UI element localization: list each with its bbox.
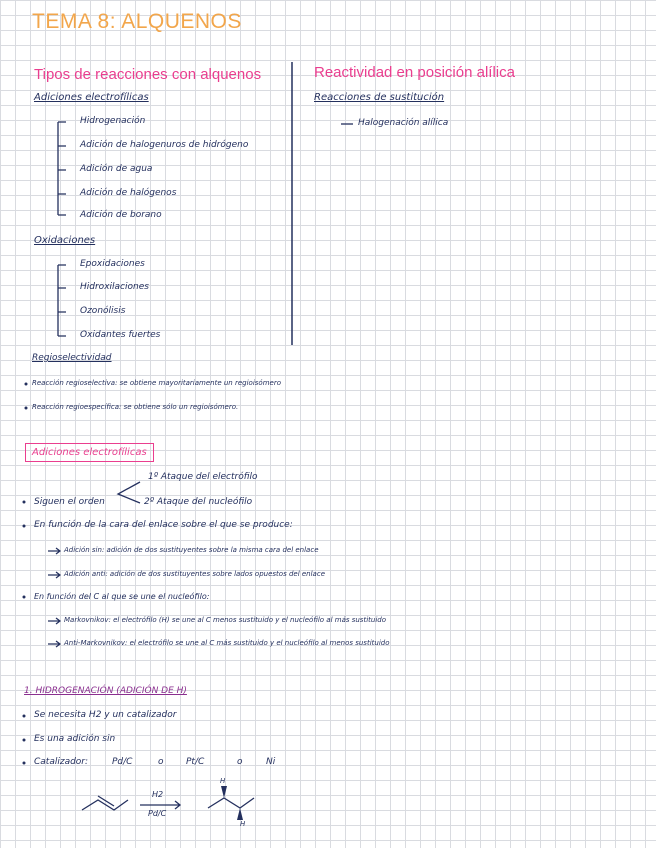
reagent-top: H2 xyxy=(152,790,164,799)
face-lead: En función de la cara del enlace sobre el que se produce: xyxy=(34,520,293,530)
allylic-halogenation: Halogenación alílica xyxy=(358,118,449,128)
order-second: 2º Ataque del nucleófilo xyxy=(144,497,253,507)
catalyst-pt: Pt/C xyxy=(186,757,205,767)
oxidation-item: Ozonólisis xyxy=(80,306,126,316)
substitution-label: Reacciones de sustitución xyxy=(314,92,445,103)
oxidation-item: Hidroxilaciones xyxy=(80,282,149,292)
regio-label: Regioselectividad xyxy=(32,353,112,363)
oxidation-item: Oxidantes fuertes xyxy=(80,330,161,340)
catalyst-or: o xyxy=(237,757,243,767)
hydrogenation-label: 1. HIDROGENACIÓN (ADICIÓN DE H) xyxy=(24,686,187,696)
order-lead: Siguen el orden xyxy=(34,497,105,507)
right-heading: Reactividad en posición alílica xyxy=(314,64,515,81)
order-first: 1º Ataque del electrófilo xyxy=(148,472,258,482)
electro-section-label: Adiciones electrofílicas xyxy=(25,443,154,462)
catalyst-pd: Pd/C xyxy=(112,757,133,767)
regio-item: Reacción regioespecífica: se obtiene sólo un regioisómero. xyxy=(32,403,239,411)
oxidations-label: Oxidaciones xyxy=(34,235,96,246)
reagent-bottom: Pd/C xyxy=(148,809,167,818)
page-title: TEMA 8: ALQUENOS xyxy=(32,10,242,33)
hydro-item: Se necesita H2 y un catalizador xyxy=(34,710,177,720)
electrophilic-item: Hidrogenación xyxy=(80,116,146,126)
electrophilic-item: Adición de borano xyxy=(80,210,162,220)
electrophilic-label: Adiciones electrofílicas xyxy=(34,92,149,103)
carbon-lead: En función del C al que se une el nucleófilo: xyxy=(34,592,210,601)
anti-markovnikov: Anti-Markovnikov: el electrófilo se une al C más sustituido y el nucleófilo al menos sustituido xyxy=(64,639,390,647)
oxidation-item: Epoxidaciones xyxy=(80,259,145,269)
anti-addition: Adición anti: adición de dos sustituyentes sobre lados opuestos del enlace xyxy=(64,570,325,578)
electrophilic-item: Adición de halogenuros de hidrógeno xyxy=(80,140,249,150)
electrophilic-item: Adición de agua xyxy=(80,164,153,174)
syn-addition: Adición sin: adición de dos sustituyentes sobre la misma cara del enlace xyxy=(64,546,319,554)
electrophilic-item: Adición de halógenos xyxy=(80,188,177,198)
catalyst-ni: Ni xyxy=(266,757,276,767)
catalysts-lead: Catalizador: xyxy=(34,757,89,767)
hydrogen-top: H xyxy=(220,777,226,785)
markovnikov: Markovnikov: el electrófilo (H) se une al C menos sustituido y el nucleófilo al más sustituido xyxy=(64,616,386,624)
catalyst-or: o xyxy=(158,757,164,767)
hydrogen-bottom: H xyxy=(240,820,246,828)
regio-item: Reacción regioselectiva: se obtiene mayoritariamente un regioisómero xyxy=(32,379,281,387)
hydro-item: Es una adición sin xyxy=(34,734,116,744)
left-heading: Tipos de reacciones con alquenos xyxy=(34,66,262,83)
